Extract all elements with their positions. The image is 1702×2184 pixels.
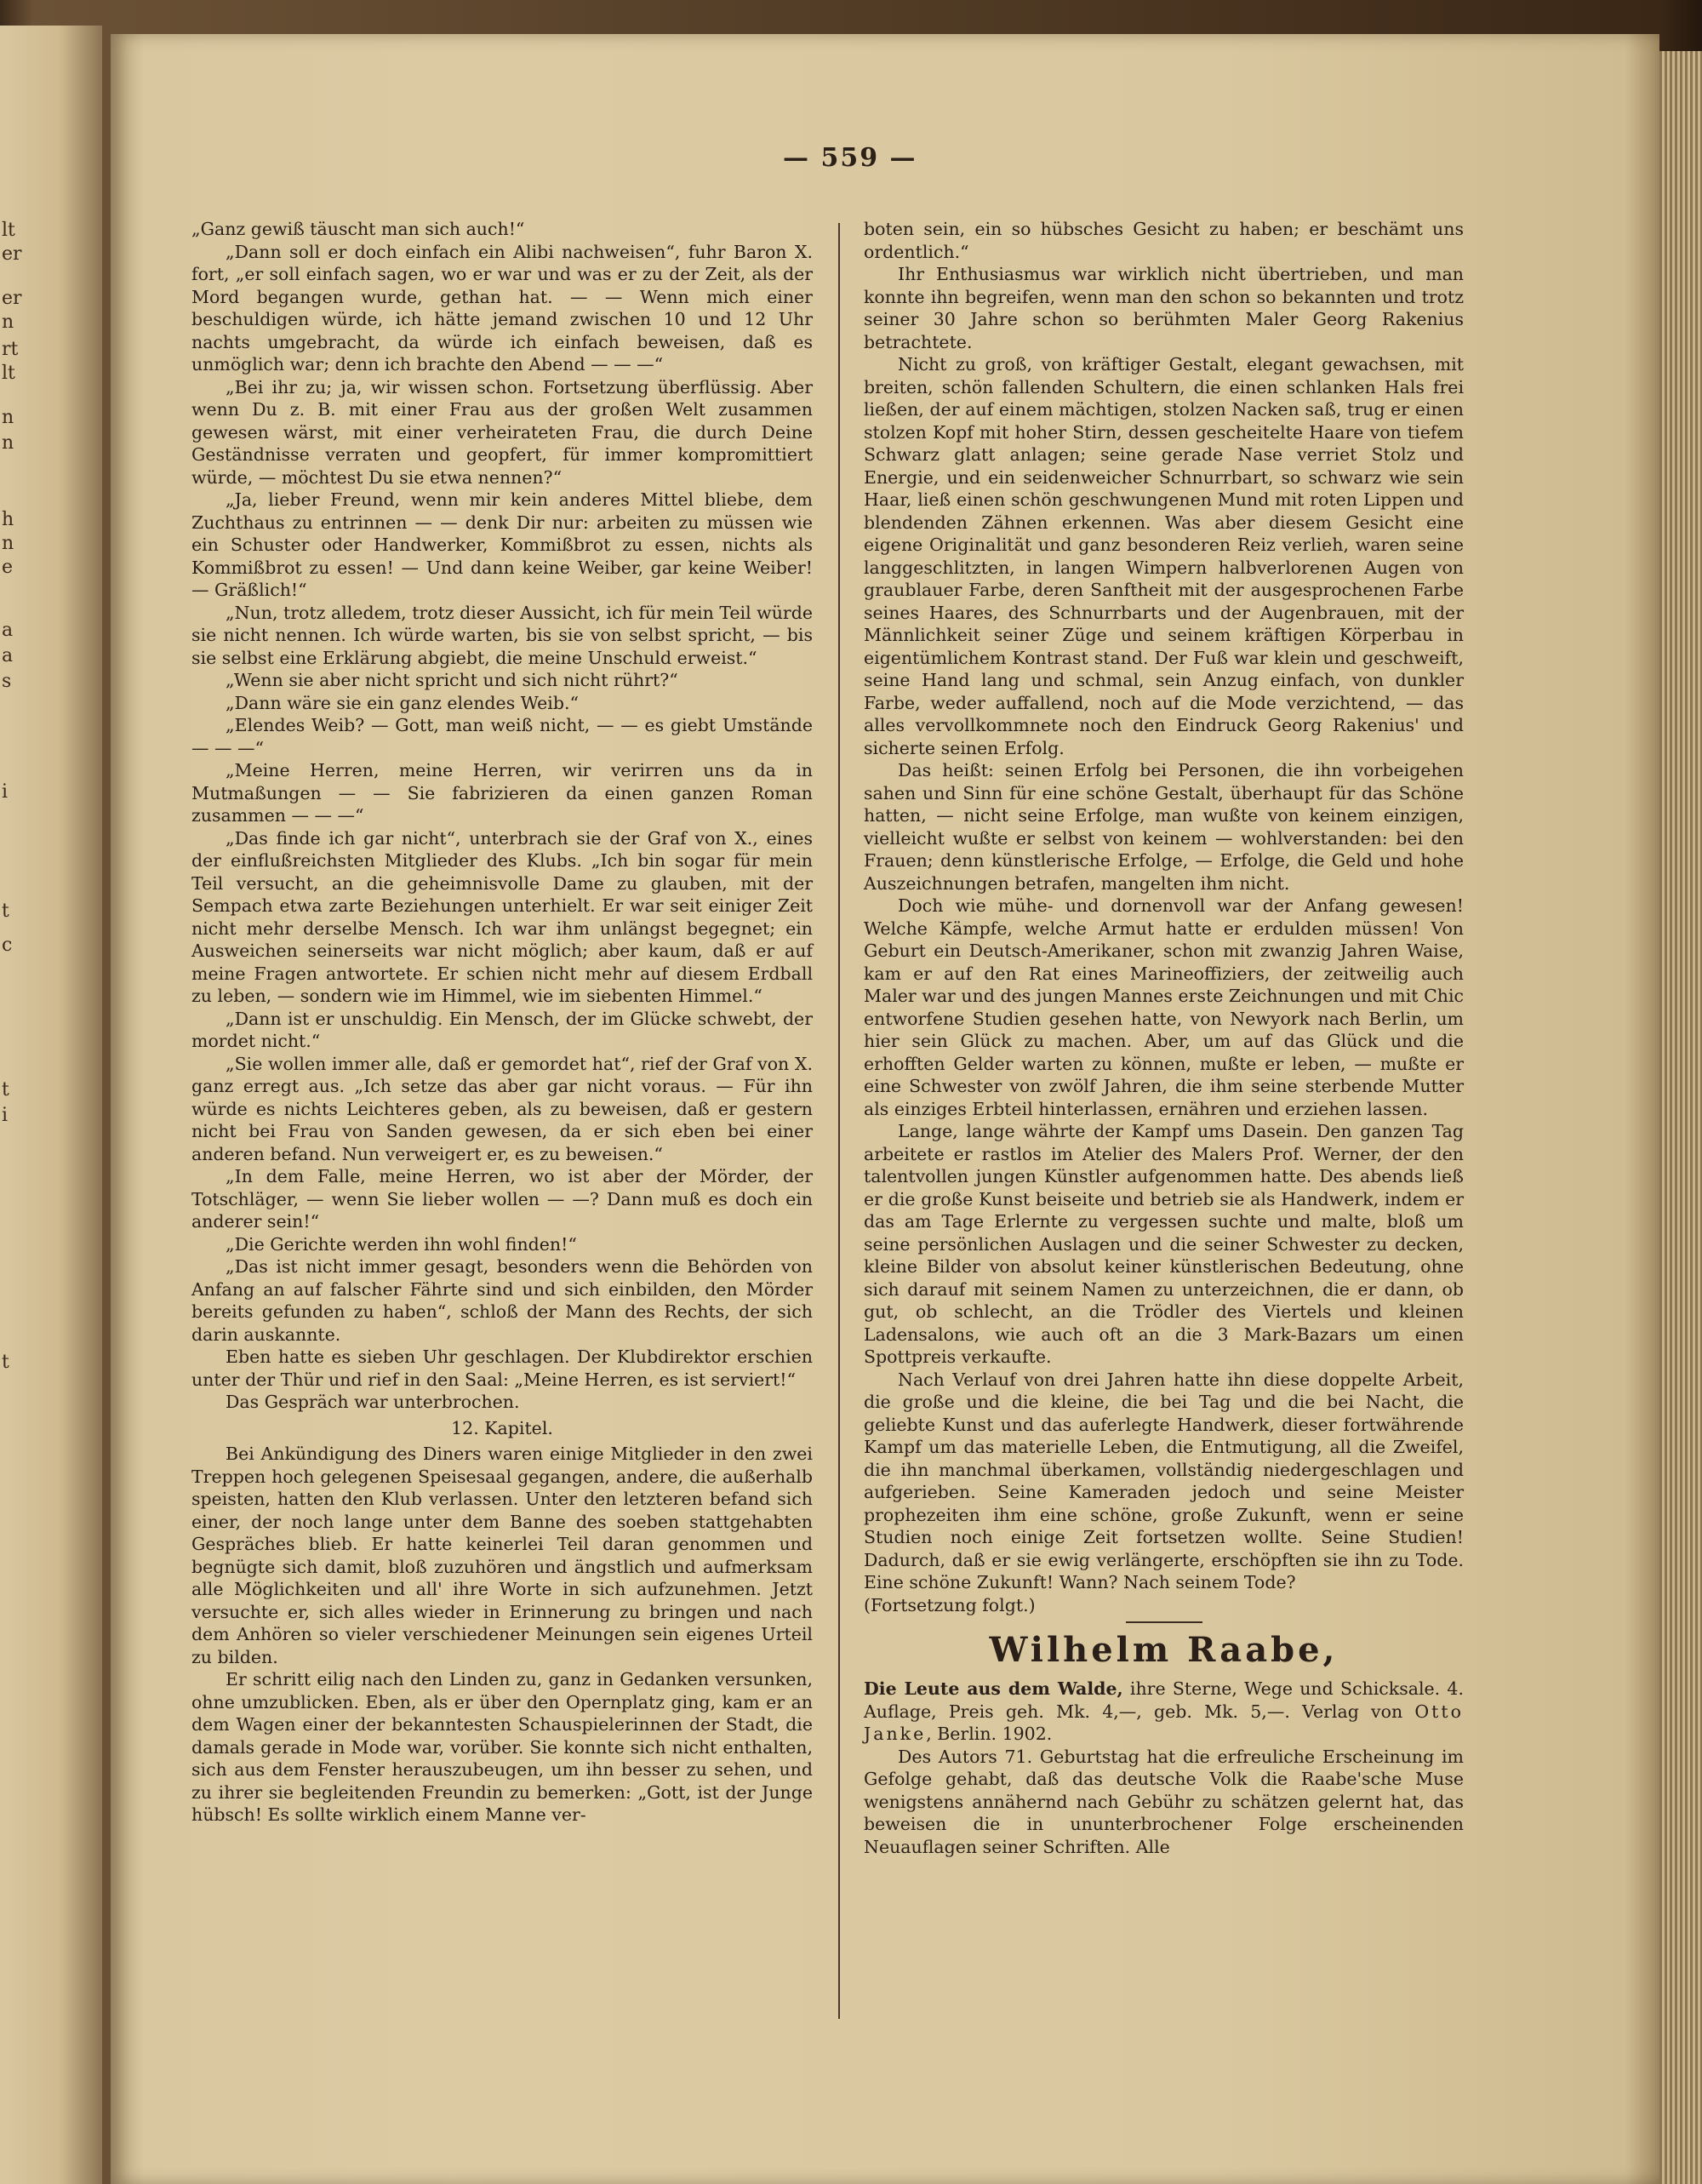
paragraph: „Die Gerichte werden ihn wohl finden!“ <box>226 1233 577 1255</box>
paragraph: boten sein, ein so hübsches Gesicht zu haben; er beschämt uns ordentlich.“ <box>864 219 1464 262</box>
previous-page-fragment: i <box>2 781 9 803</box>
paragraph: Eben hatte es sieben Uhr geschlagen. Der Klubdirektor erschien unter der Thür und rief in den Saal: „Meine Herren, es ist serviert!“ <box>191 1346 813 1390</box>
previous-page-fragment: a <box>2 645 14 666</box>
paragraph: Das heißt: seinen Erfolg bei Personen, die ihn vorbeigehen sahen und Sinn für eine schöne Gestalt, überhaupt für das Schöne hatten, — nicht seine Erfolge, man wußte von keinem einzigen, vielleicht wußte er selbst von keinem — wohlverstanden: bei den Frauen; denn künstlerische Erfolge, — Erfolge, die Geld und hohe Auszeichnungen betrafen, mangelten ihm nicht. <box>864 760 1464 894</box>
chapter-heading: 12. Kapitel. <box>451 1417 553 1438</box>
previous-page-fragment: lt <box>2 363 15 384</box>
continued-note: (Fortsetzung folgt.) <box>864 1594 1036 1615</box>
page-number: — 559 — <box>783 143 917 173</box>
column-divider <box>838 223 840 2019</box>
previous-page-fragment: n <box>2 312 14 333</box>
paragraph: „Das finde ich gar nicht“, unterbrach sie der Graf von X., eines der einflußreichsten Mitglieder des Klubs. „Ich bin sogar für mein Teil versucht, an die geheimnisvolle Dame zu glauben, mit der Sempach etwa zarte Beziehungen unterhielt. Er war seit einiger Zeit nicht mehr derselbe Mensch. Ich war ihm unlängst begegnet; ein Ausweichen seinerseits war nicht möglich; aber kaum, daß er auf meine Fragen antwortete. Er schien nicht mehr auf diesem Erdball zu leben, — sondern wie im Himmel, wie im siebenten Himmel.“ <box>191 827 813 1006</box>
paragraph: Bei Ankündigung des Diners waren einige Mitglieder in den zwei Treppen hoch gelegenen Speisesaal gegangen, andere, die außerhalb speisten, hatten den Klub verlassen. Unter den letzteren befand sich einer, der noch lange unter dem Banne des soeben stattgehabten Gespräches blieb. Er hatte keinerlei Teil daran genommen und begnügte sich damit, bloß zuzuhören und ängstlich und aufmerksam alle Möglichkeiten und all' ihre Worte in sich aufzunehmen. Jetzt versuchte er, sich alles wieder in Erinnerung zu bringen und nach dem Anhören so vieler verschiedener Meinungen sein eigenes Urteil zu bilden. <box>191 1444 813 1667</box>
paragraph: „Das ist nicht immer gesagt, besonders wenn die Behörden von Anfang an auf falscher Fährte sind und sich einbilden, den Mörder bereits gefunden zu haben“, schloß der Mann des Rechts, der sich darin auskannte. <box>191 1256 813 1345</box>
paragraph: „Ganz gewiß täuscht man sich auch!“ <box>191 219 525 239</box>
previous-page-fragment: lt <box>2 220 15 241</box>
previous-page-fragment: n <box>2 407 14 428</box>
previous-page-fragment: t <box>2 1079 9 1101</box>
previous-page-fragment: er <box>2 288 22 309</box>
previous-page-fragment: h <box>2 509 14 530</box>
paragraph: „In dem Falle, meine Herren, wo ist aber der Mörder, der Totschläger, — wenn Sie lieber wollen — —? Dann muß es doch ein anderer sein!“ <box>191 1166 813 1232</box>
paragraph: Er schritt eilig nach den Linden zu, ganz in Gedanken versunken, ohne umzublicken. Eben, als er über den Opernplatz ging, kam er an dem Wagen einer der bekanntesten Schauspielerinnen der Stadt, die damals gerade in Mode war, vorüber. Sie konnte sich nicht enthalten, sich aus dem Fenster herauszubeugen, um ihn besser zu sehen, und zu ihrer sie begleitenden Freundin zu bemerken: „Gott, ist der Junge hübsch! Es sollte wirklich einem Manne ver- <box>191 1669 813 1825</box>
paragraph: Nach Verlauf von drei Jahren hatte ihn diese doppelte Arbeit, die große und die kleine, die bei Tag und die bei Nacht, die geliebte Kunst und das auferlegte Handwerk, dieser fortwährende Kampf um das materielle Leben, die Entmutigung, all die Zweifel, die ihn manchmal überkamen, vollständig niedergeschlagen und aufgerieben. Seine Kameraden jedoch und seine Meister prophezeiten ihm eine schöne, große Zukunft, wenn er seine Studien noch einige Zeit fortsetzen wollte. Seine Studien! Dadurch, daß er sie ewig verlängerte, erschöpften sie ihn zu Tode. Eine schöne Zukunft! Wann? Nach seinem Tode? <box>864 1369 1464 1592</box>
paragraph: Ihr Enthusiasmus war wirklich nicht übertrieben, und man konnte ihn begreifen, wenn man den schon so bekannten und trotz seiner 30 Jahre schon so berühmten Maler Georg Rakenius betrachtete. <box>864 264 1464 352</box>
paragraph: Nicht zu groß, von kräftiger Gestalt, elegant gewachsen, mit breiten, schön fallenden Schultern, die einen schlanken Hals frei ließen, der auf einem mächtigen, stolzen Nacken saß, trug er einen stolzen Kopf mit hoher Stirn, dessen gescheitelte Haare von tiefem Schwarz glatt anlagen; seine gerade Nase verriet Stolz und Energie, und ein seidenweicher Schnurrbart, so schwarz wie sein Haar, ließ einen schön geschwungenen Mund mit roten Lippen und blendenden Zähnen erkennen. Was aber diesem Gesicht eine eigene Originalität und ganz besonderen Reiz verlieh, waren seine langgeschlitzten, in langen Wimpern halbverlorenen Augen von graublauer Farbe, deren Sanftheit mit der ausgesprochenen Farbe seines Haares, des Schnurrbarts und der Augenbrauen, mit der Männlichkeit seiner Züge und seinem kräftigen Körperbau in eigentümlichem Kontrast stand. Der Fuß war klein und geschweift, seine Hand lang und schmal, sein Anzug einfach, von dunkler Farbe, weder auffallend, noch auf die Mode verzichtend, — das alles vervollkommnete noch den Eindruck Georg Rakenius' und sicherte seinen Erfolg. <box>864 354 1464 758</box>
previous-page-fragment: c <box>2 935 13 956</box>
paragraph: „Wenn sie aber nicht spricht und sich nicht rührt?“ <box>226 670 678 690</box>
previous-page-edge <box>0 26 102 2184</box>
paragraph: „Nun, trotz alledem, trotz dieser Aussicht, ich für mein Teil würde sie nicht nennen. Ich würde warten, bis sie von selbst spricht, — bis sie selbst eine Erklärung abgiebt, die meine Unschuld erweist.“ <box>191 602 813 668</box>
previous-page-fragment: n <box>2 533 14 554</box>
review-book-title: Die Leute aus dem Walde, <box>864 1678 1123 1699</box>
paragraph: „Dann ist er unschuldig. Ein Mensch, der im Glücke schwebt, der mordet nicht.“ <box>191 1008 813 1051</box>
paragraph: „Bei ihr zu; ja, wir wissen schon. Fortsetzung überflüssig. Aber wenn Du z. B. mit einer Frau aus der großen Welt zusammen gewesen wärst, mit einer verheirateten Frau, die durch Deine Geständnisse verraten und geopfert, für immer kompromittiert würde, — möchtest Du sie etwa nennen?“ <box>191 376 813 488</box>
left-column <box>191 218 813 1827</box>
review-citation <box>864 1678 1464 1746</box>
paragraph: „Sie wollen immer alle, daß er gemordet hat“, rief der Graf von X. ganz erregt aus. „Ich setze das aber gar nicht voraus. — Für ihn würde es nichts Leichteres geben, als zu beweisen, daß er gestern nicht bei Frau von Sanden gewesen, da er sich eben bei einer anderen befand. Nun verweigert er, es zu beweisen.“ <box>191 1053 813 1164</box>
previous-page-fragment: a <box>2 620 14 641</box>
review-text: Des Autors 71. Geburtstag hat die erfreuliche Erscheinung im Gefolge gehabt, daß das deutsche Volk die Raabe'sche Muse wenigstens annähernd nach Gebühr zu schätzen gelernt hat, das beweisen die in ununterbrochener Folge erscheinenden Neuauflagen seiner Schriften. Alle <box>864 1746 1464 1857</box>
previous-page-fragment: e <box>2 557 14 578</box>
paragraph: Doch wie mühe- und dornenvoll war der Anfang gewesen! Welche Kämpfe, welche Armut hatte er erdulden müssen! Von Geburt ein Deutsch-Amerikaner, schon mit zwanzig Jahren Waise, kam er auf den Rat eines Marineoffiziers, der zeitweilig auch Maler war und des jungen Mannes erste Zeichnungen und mit Chic entworfene Studien gesehen hatte, von Newyork nach Berlin, um hier sein Glück zu machen. Aber, um auf das Glück und die erhofften Gelder warten zu können, mußte er leben, — mußte er eine Schwester von zwölf Jahren, die ihm seine sterbende Mutter als einziges Erbteil hinterlassen, ernähren und erziehen lassen. <box>864 895 1464 1119</box>
paragraph: „Ja, lieber Freund, wenn mir kein anderes Mittel bliebe, dem Zuchthaus zu entrinnen — — denk Dir nur: arbeiten zu müssen wie ein Schuster oder Handwerker, Kommißbrot zu essen, nichts als Kommißbrot zu essen! — Und dann keine Weiber, gar keine Weiber! — Gräßlich!“ <box>191 489 813 600</box>
previous-page-fragment: n <box>2 432 14 454</box>
paragraph: Das Gespräch war unterbrochen. <box>226 1392 520 1412</box>
paragraph: „Meine Herren, meine Herren, wir verirren uns da in Mutmaßungen — — Sie fabrizieren da einen ganzen Roman zusammen — — —“ <box>191 760 813 826</box>
paragraph: „Elendes Weib? — Gott, man weiß nicht, — — es giebt Umstände — — —“ <box>191 715 813 758</box>
review-place-year: , Berlin. 1902. <box>926 1724 1053 1744</box>
paragraph: „Dann wäre sie ein ganz elendes Weib.“ <box>226 692 579 713</box>
right-column <box>864 218 1464 1858</box>
previous-page-fragment: t <box>2 900 9 922</box>
page-block-edge <box>1659 51 1702 2184</box>
previous-page-fragment: i <box>2 1105 9 1126</box>
review-author: Wilhelm Raabe, <box>989 1630 1339 1670</box>
previous-page-fragment: s <box>2 671 12 692</box>
review-publisher: Otto Janke <box>864 1701 1464 1744</box>
previous-page-fragment: t <box>2 1352 9 1373</box>
paragraph: Lange, lange währte der Kampf ums Dasein. Den ganzen Tag arbeitete er rastlos im Atelier des Malers Prof. Werner, der den talentvollen jungen Künstler aufgenommen hatte. Des abends ließ er die große Kunst beiseite und betrieb sie als Handwerk, indem er das am Tage Erlernte zu vergessen suchte und malte, bloß um seine persönlichen Auslagen und die seiner Schwester zu decken, kleine Bilder von absolut keiner künstlerischen Bedeutung, ohne sich darauf mit seinem Namen zu unterzeichnen, die er dann, ob gut, ob schlecht, an die Trödler des Viertels und kleinen Ladensalons, wie auch oft an die 3 Mark-Bazars um einen Spottpreis verkaufte. <box>864 1121 1464 1367</box>
previous-page-fragment: rt <box>2 339 19 360</box>
paragraph: „Dann soll er doch einfach ein Alibi nachweisen“, fuhr Baron X. fort, „er soll einfach sagen, wo er war und was er zu der Zeit, als der Mord begangen wurde, gethan hat. — — Wenn mich einer beschuldigen würde, ich hätte jemand zwischen 10 und 12 Uhr nachts umgebracht, da würde ich einfach beweisen, daß es unmöglich war; denn ich brachte den Abend — — —“ <box>191 241 813 374</box>
previous-page-fragment: er <box>2 243 22 265</box>
review-book-info: ihre Sterne, Wege und Schicksale. 4. Auflage, Preis geh. Mk. 4,—, geb. Mk. 5,—. Verlag von <box>864 1678 1464 1722</box>
section-separator <box>1126 1621 1202 1623</box>
